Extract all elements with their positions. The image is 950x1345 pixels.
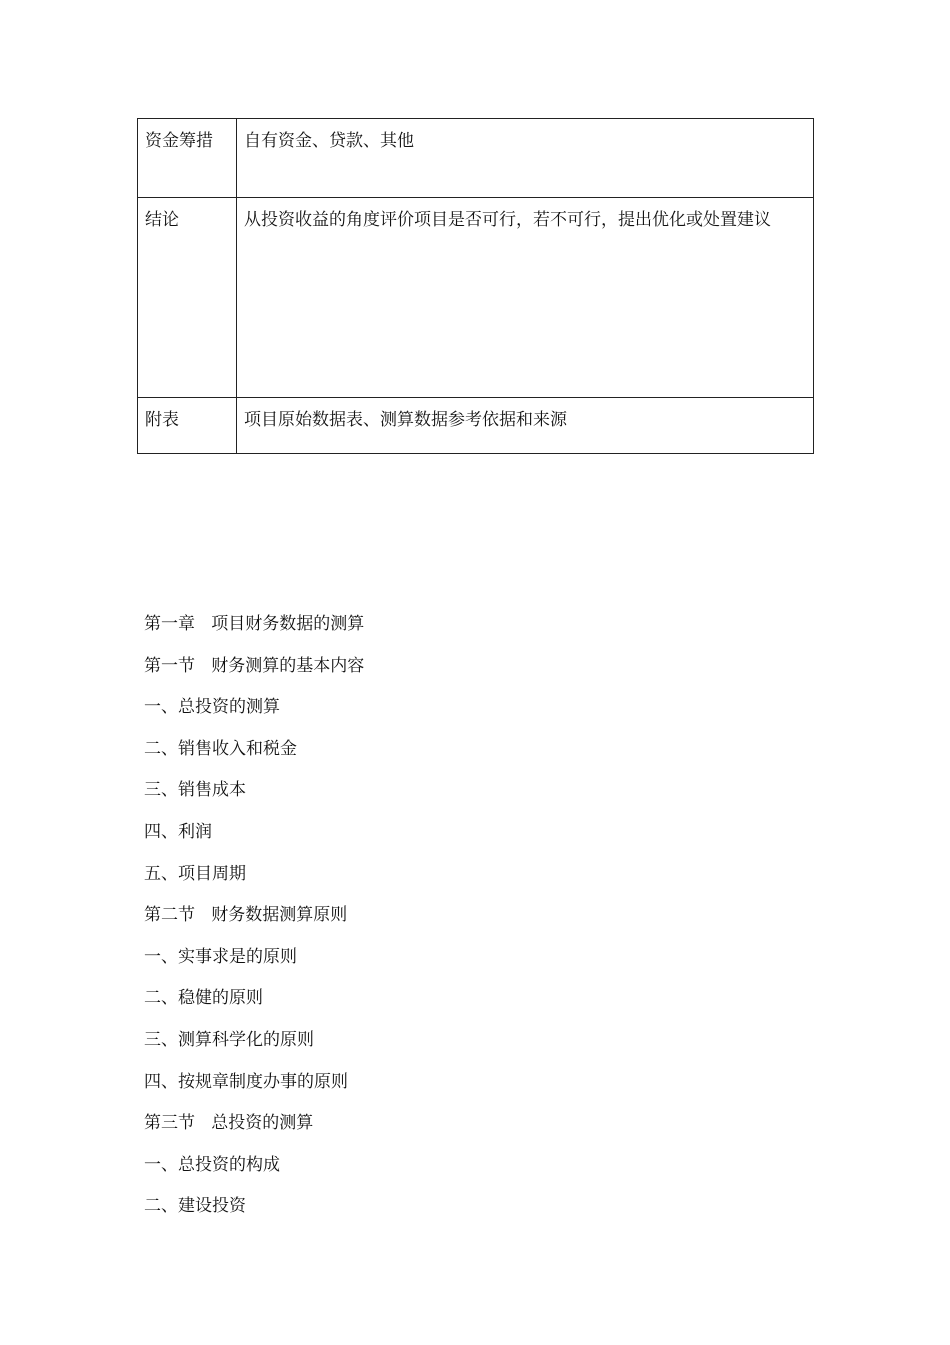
outline-item: 二、稳健的原则 [144, 988, 263, 1009]
row-content-cell [237, 198, 814, 398]
row-content-cell [237, 119, 814, 198]
outline-item: 二、销售收入和税金 [144, 738, 297, 759]
outline-item: 一、总投资的测算 [144, 697, 280, 718]
outline-item: 一、总投资的构成 [144, 1154, 280, 1175]
section-heading: 第一节 财务测算的基本内容 [144, 655, 365, 676]
row-label: 资金筹措 [145, 131, 213, 151]
row-label-cell [138, 198, 237, 398]
section-heading: 第二节 财务数据测算原则 [144, 905, 348, 926]
row-content: 自有资金、贷款、其他 [244, 131, 414, 151]
outline-item: 一、实事求是的原则 [144, 946, 297, 967]
row-label-cell [138, 398, 237, 454]
outline-list [144, 607, 364, 1231]
row-label: 结论 [145, 210, 179, 230]
table-row [138, 198, 814, 398]
section-heading: 第三节 总投资的测算 [144, 1113, 314, 1134]
row-content: 项目原始数据表、测算数据参考依据和来源 [244, 410, 567, 430]
row-label-cell [138, 119, 237, 198]
outline-item: 三、销售成本 [144, 780, 246, 801]
outline-item: 二、建设投资 [144, 1196, 246, 1217]
row-content-cell [237, 398, 814, 454]
info-table [137, 118, 814, 454]
outline-item: 五、项目周期 [144, 863, 246, 884]
row-label: 附表 [145, 410, 179, 430]
outline-item: 四、利润 [144, 821, 212, 842]
table-row [138, 398, 814, 454]
chapter-heading: 第一章 项目财务数据的测算 [144, 614, 365, 634]
row-content: 从投资收益的角度评价项目是否可行，若不可行，提出优化或处置建议 [244, 210, 771, 230]
table-row [138, 119, 814, 198]
outline-item: 四、按规章制度办事的原则 [144, 1071, 348, 1092]
outline-item: 三、测算科学化的原则 [144, 1029, 314, 1050]
